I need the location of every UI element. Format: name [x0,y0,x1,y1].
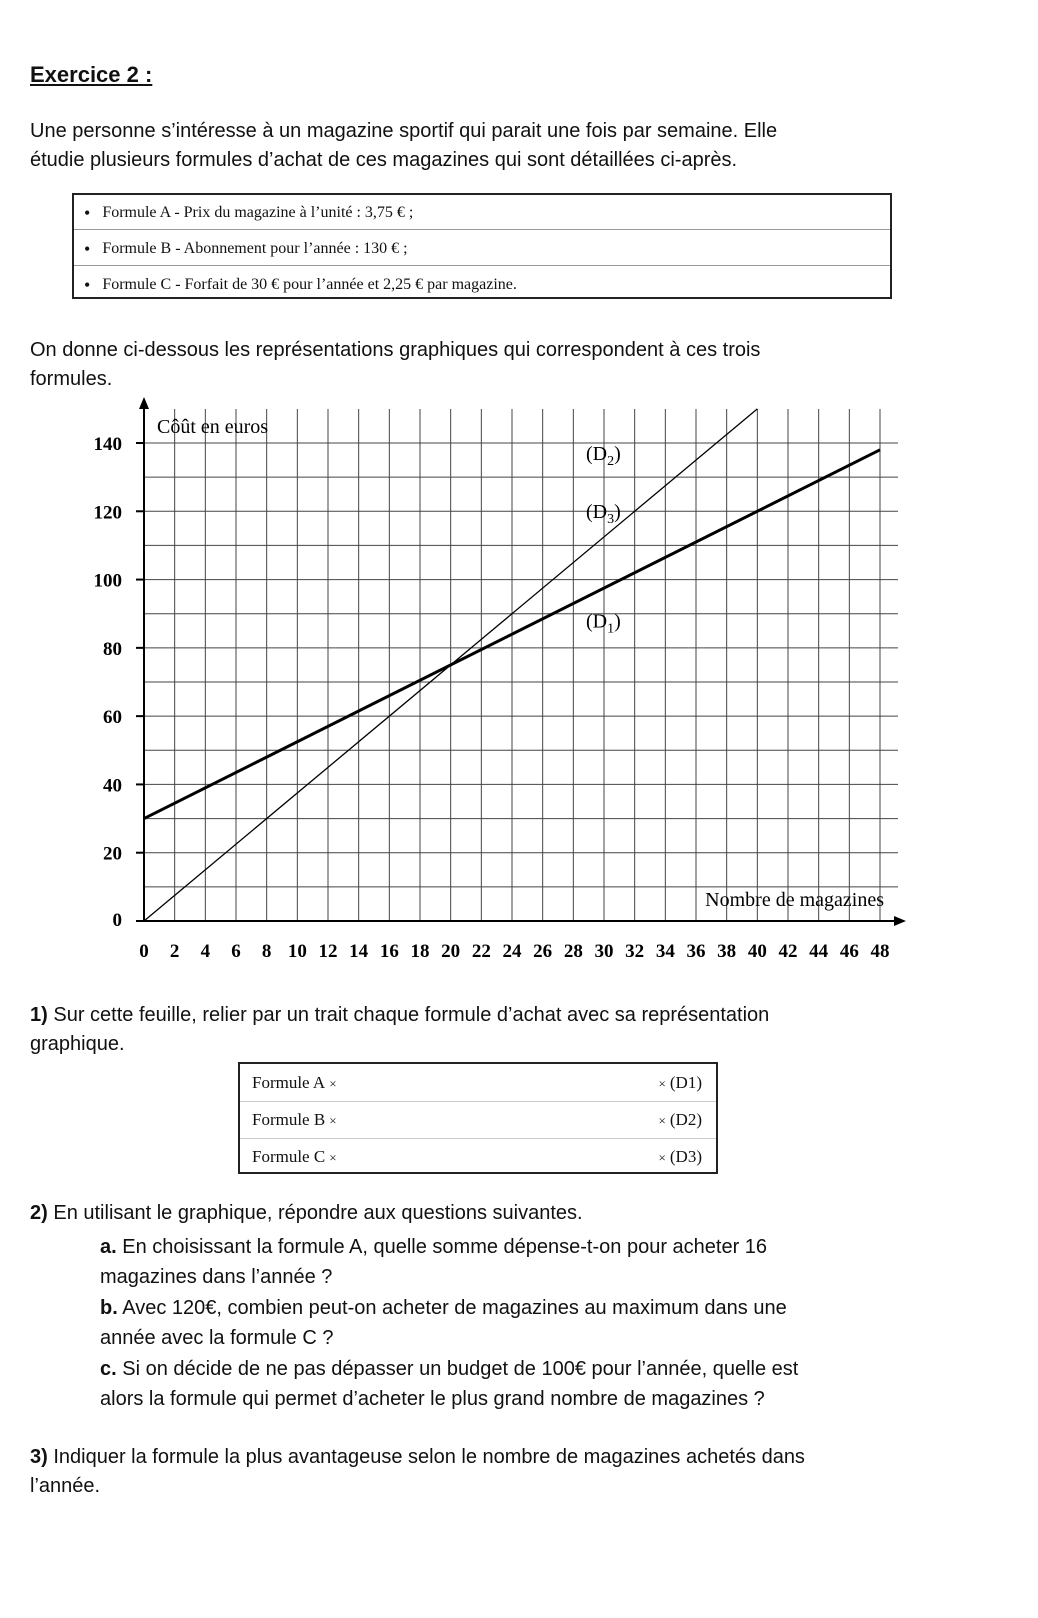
chart-tick-labels [94,434,890,962]
y-tick-label-120: 120 [93,502,122,524]
match-row-c [240,1138,716,1175]
question-2-number: 2) [30,1202,48,1224]
question-2a-label: a. [100,1236,117,1258]
x-tick-label-18: 18 [410,941,430,962]
formula-b: • Formule B - Abonnement pour l’année : 130 € ; [84,239,408,259]
question-1-line-2: graphique. [30,1033,125,1055]
x-tick-label-4: 4 [200,941,211,962]
x-tick-label-0: 0 [139,941,149,962]
match-row-b [240,1101,716,1138]
chart-axes [136,397,906,926]
question-1-number: 1) [30,1004,48,1026]
x-tick-label-20: 20 [441,941,461,962]
question-2c-line-2: alors la formule qui permet d’acheter le plus grand nombre de magazines ? [100,1388,765,1410]
x-tick-label-10: 10 [287,941,307,962]
line-label-d3: $(D_3)$ [586,501,621,528]
y-tick-label-20: 20 [103,843,122,865]
x-tick-label-2: 2 [169,941,180,962]
x-tick-label-32: 32 [625,941,645,962]
question-2a [100,1232,980,1292]
question-2b-label: b. [100,1297,118,1319]
exercise-title: Exercice 2 : [30,62,153,87]
x-tick-label-8: 8 [261,941,272,962]
match-d2[interactable]: (D2) [669,1110,702,1129]
x-tick-label-48: 48 [870,941,890,962]
x-tick-label-40: 40 [747,941,767,962]
graph-intro [30,336,1005,394]
x-axis-arrow [894,916,906,926]
graph-intro-line-2: formules. [30,368,113,390]
x-tick-label-44: 44 [809,941,829,962]
formula-c: • Formule C - Forfait de 30 € pour l’année et 2,25 € par magazine. [84,275,517,295]
match-point-a[interactable]: × [329,1075,337,1091]
y-axis-label: Côût en euros [157,416,269,438]
question-3-number: 3) [30,1446,48,1468]
match-point-d3[interactable]: × [658,1150,666,1165]
question-3-line-1: Indiquer la formule la plus avantageuse selon le nombre de magazines achetés dans [47,1446,805,1468]
question-2c [100,1354,980,1414]
y-tick-label-0: 0 [112,910,122,931]
line-label-d1: $(D_1)$ [586,610,621,637]
x-tick-label-16: 16 [379,941,399,962]
graph-intro-line-1: On donne ci-dessous les représentations graphiques qui correspondent à ces trois [30,339,761,361]
intro-line-2: étudie plusieurs formules d’achat de ces magazines qui sont détaillées ci-après. [30,149,738,171]
x-tick-label-46: 46 [839,941,859,962]
x-tick-label-28: 28 [563,941,583,962]
x-tick-label-12: 12 [318,941,338,962]
x-tick-label-22: 22 [471,941,491,962]
match-point-b[interactable]: × [329,1113,337,1128]
x-tick-label-36: 36 [686,941,706,962]
x-tick-label-6: 6 [231,941,241,962]
question-2c-line-1: Si on décide de ne pas dépasser un budget de 100€ pour l’année, quelle est [116,1358,799,1380]
x-tick-label-38: 38 [717,941,737,962]
question-3 [30,1443,805,1501]
question-3-line-2: l’année. [30,1475,101,1497]
question-2b [100,1293,980,1353]
x-tick-label-34: 34 [655,941,675,962]
y-tick-label-80: 80 [103,638,122,660]
y-axis-arrow [139,397,149,409]
match-point-d2[interactable]: × [658,1113,666,1128]
y-tick-label-100: 100 [93,570,122,592]
match-formula-a[interactable]: Formule A [252,1072,326,1092]
match-formula-b[interactable]: Formule B [252,1110,326,1129]
question-2 [30,1199,583,1228]
chart-line-labels [586,443,621,636]
x-tick-label-30: 30 [594,941,614,962]
x-axis-label: Nombre de magazines [705,889,884,911]
x-tick-label-14: 14 [349,941,369,962]
question-2c-label: c. [100,1358,117,1380]
formulas-box [72,193,892,299]
intro-line-1: Une personne s’intéresse à un magazine sportif qui parait une fois par semaine. Elle [30,120,778,142]
question-2a-line-2: magazines dans l’année ? [100,1266,333,1288]
question-1 [30,1001,769,1059]
y-tick-label-40: 40 [103,775,122,797]
line-label-d2: $(D_2)$ [586,443,621,470]
match-d3[interactable]: (D3) [669,1147,702,1166]
y-tick-label-140: 140 [93,434,122,455]
match-point-d1[interactable]: × [658,1075,666,1091]
x-tick-label-42: 42 [778,941,798,962]
question-1-line-1: Sur cette feuille, relier par un trait chaque formule d’achat avec sa représentation [47,1004,770,1026]
cost-chart [0,395,1038,985]
y-tick-label-60: 60 [103,707,122,729]
match-formula-c[interactable]: Formule C [252,1147,326,1166]
question-2b-line-1: Avec 120€, combien peut-on acheter de magazines au maximum dans une [117,1297,787,1319]
intro-text [30,117,1005,175]
question-2a-line-1: En choisissant la formule A, quelle somme dépense-t-on pour acheter 16 [116,1236,768,1258]
formula-a: • Formule A - Prix du magazine à l’unité : 3,75 € ; [84,203,413,223]
matching-box [238,1062,718,1174]
question-2-text: En utilisant le graphique, répondre aux questions suivantes. [47,1202,583,1224]
match-point-c[interactable]: × [329,1150,337,1165]
match-row-a [240,1064,716,1101]
chart-grid [144,409,898,921]
x-tick-label-26: 26 [533,941,553,962]
question-2b-line-2: année avec la formule C ? [100,1327,334,1349]
x-tick-label-24: 24 [502,941,522,962]
match-d1[interactable]: (D1) [669,1072,702,1092]
